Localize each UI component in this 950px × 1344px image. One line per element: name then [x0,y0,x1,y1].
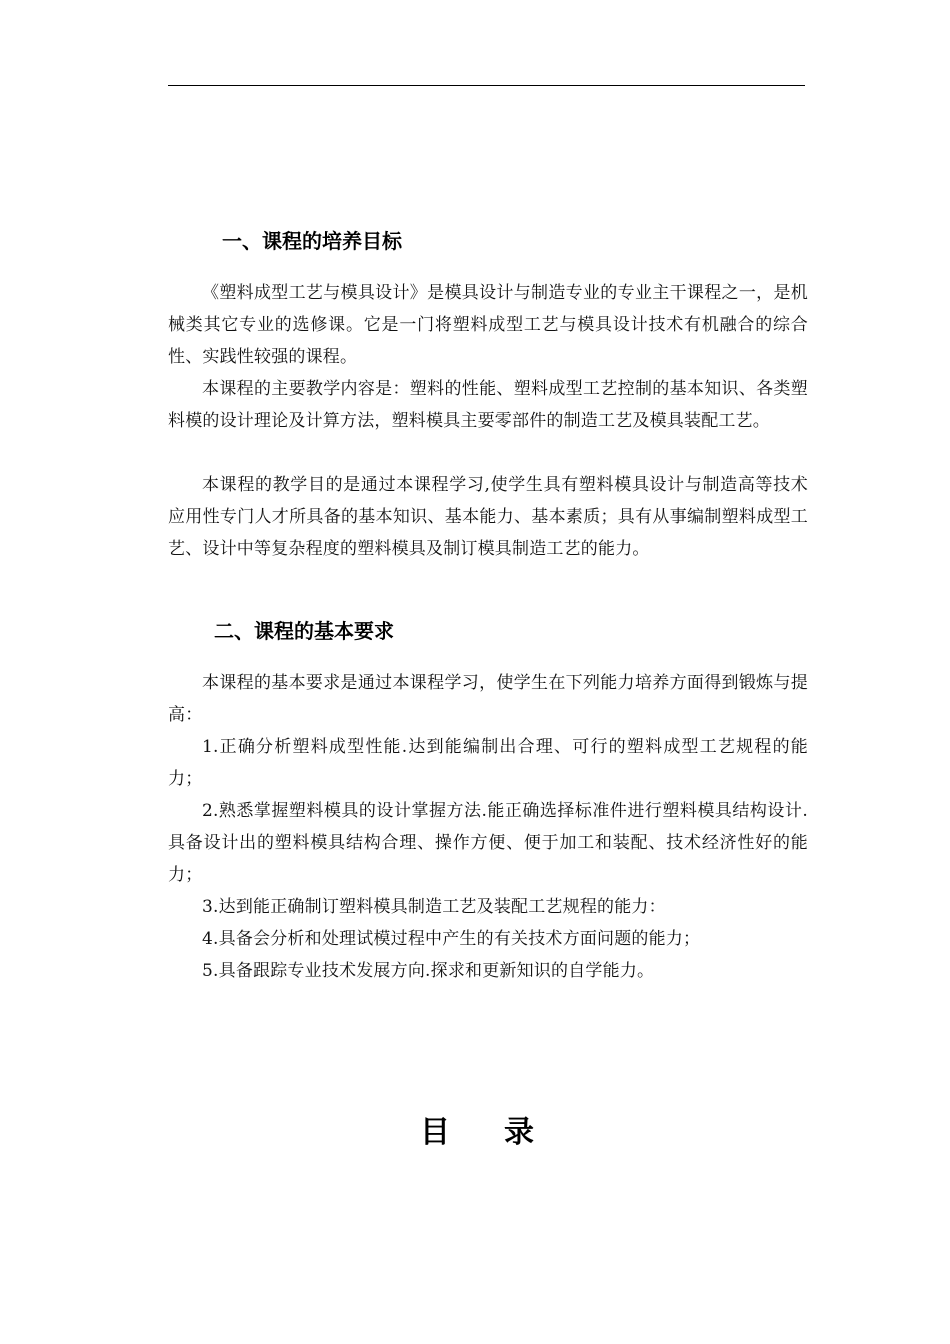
requirement-item-4: 4.具备会分析和处理试模过程中产生的有关技术方面问题的能力； [202,929,701,949]
requirement-item-3: 3.达到能正确制订塑料模具制造工艺及装配工艺规程的能力： [202,897,666,917]
requirement-item-1: 1.正确分析塑料成型性能.达到能编制出合理、可行的塑料成型工艺规程的能力； [168,737,808,789]
section-1-paragraph-1: 《塑料成型工艺与模具设计》是模具设计与制造专业的专业主干课程之一，是机械类其它专业的选修课。它是一门将塑料成型工艺与模具设计技术有机融合的综合性、实践性较强的课程。 [168,283,808,367]
section-1-heading: 一、课程的培养目标 [222,229,402,253]
requirement-item-2: 2.熟悉掌握塑料模具的设计掌握方法.能正确选择标准件进行塑料模具结构设计.具备设计出的塑料模具结构合理、操作方便、便于加工和装配、技术经济性好的能力； [168,801,808,885]
section-2-intro: 本课程的基本要求是通过本课程学习，使学生在下列能力培养方面得到锻炼与提高： [168,673,808,725]
header-rule [168,85,805,86]
section-1-paragraph-3: 本课程的教学目的是通过本课程学习,使学生具有塑料模具设计与制造高等技术应用性专门人才所具备的基本知识、基本能力、基本素质；具有从事编制塑料成型工艺、设计中等复杂程度的塑料模具及制订模具制造工艺的能力。 [168,475,808,559]
requirement-item-5: 5.具备跟踪专业技术发展方向.探求和更新知识的自学能力。 [202,961,655,981]
toc-title: 目录 [420,1115,588,1150]
section-2-heading: 二、课程的基本要求 [214,619,394,643]
section-1-paragraph-2: 本课程的主要教学内容是：塑料的性能、塑料成型工艺控制的基本知识、各类塑料模的设计理论及计算方法，塑料模具主要零部件的制造工艺及模具装配工艺。 [168,379,808,431]
